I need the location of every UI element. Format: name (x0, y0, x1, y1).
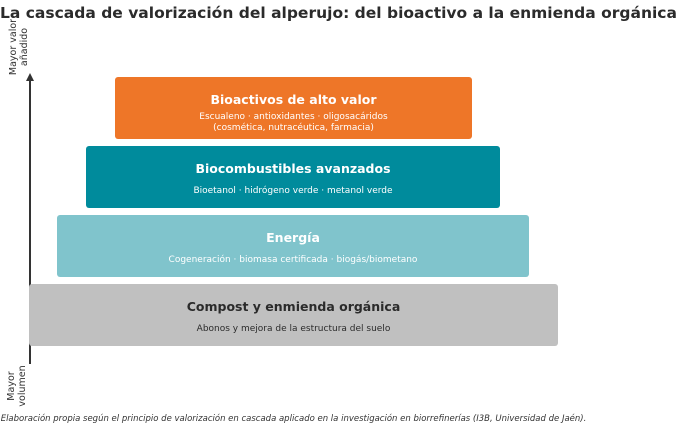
tier-compost (29, 284, 558, 346)
tier-bioactives (115, 77, 472, 139)
axis-arrow-up-icon (26, 73, 34, 81)
axis-top-label (8, 12, 30, 82)
tier-energy (57, 215, 529, 277)
axis-bottom-label (6, 351, 28, 421)
diagram-title: La cascada de valorización del alperujo: del bioactivo a la enmienda orgánica (0, 4, 677, 22)
axis-bottom-label-text: Mayor volumen (6, 365, 28, 407)
tier-compost-name: Compost y enmienda orgánica (186, 299, 401, 314)
axis-top-label-text: Mayor valor añadido (8, 18, 30, 76)
tier-compost-description: Abonos y mejora de la estructura del suelo (196, 324, 391, 334)
tier-energy-description: Cogeneración · biomasa certificada · biogás/biometano (168, 255, 418, 265)
tier-biofuels-description: Bioetanol · hidrógeno verde · metanol verde (193, 186, 393, 196)
tier-bioactives-description: Escualeno · antioxidantes · oligosacáridos (cosmética, nutracéutica, farmacia) (199, 112, 388, 133)
footnote: Elaboración propia según el principio de valorización en cascada aplicado en la investigación en biorrefinerías (I3B, Universidad de Jaén). (0, 414, 587, 424)
tier-biofuels-name: Biocombustibles avanzados (195, 161, 391, 176)
tier-energy-name: Energía (266, 230, 320, 245)
tier-biofuels (86, 146, 500, 208)
tier-bioactives-name: Bioactivos de alto valor (210, 92, 377, 107)
